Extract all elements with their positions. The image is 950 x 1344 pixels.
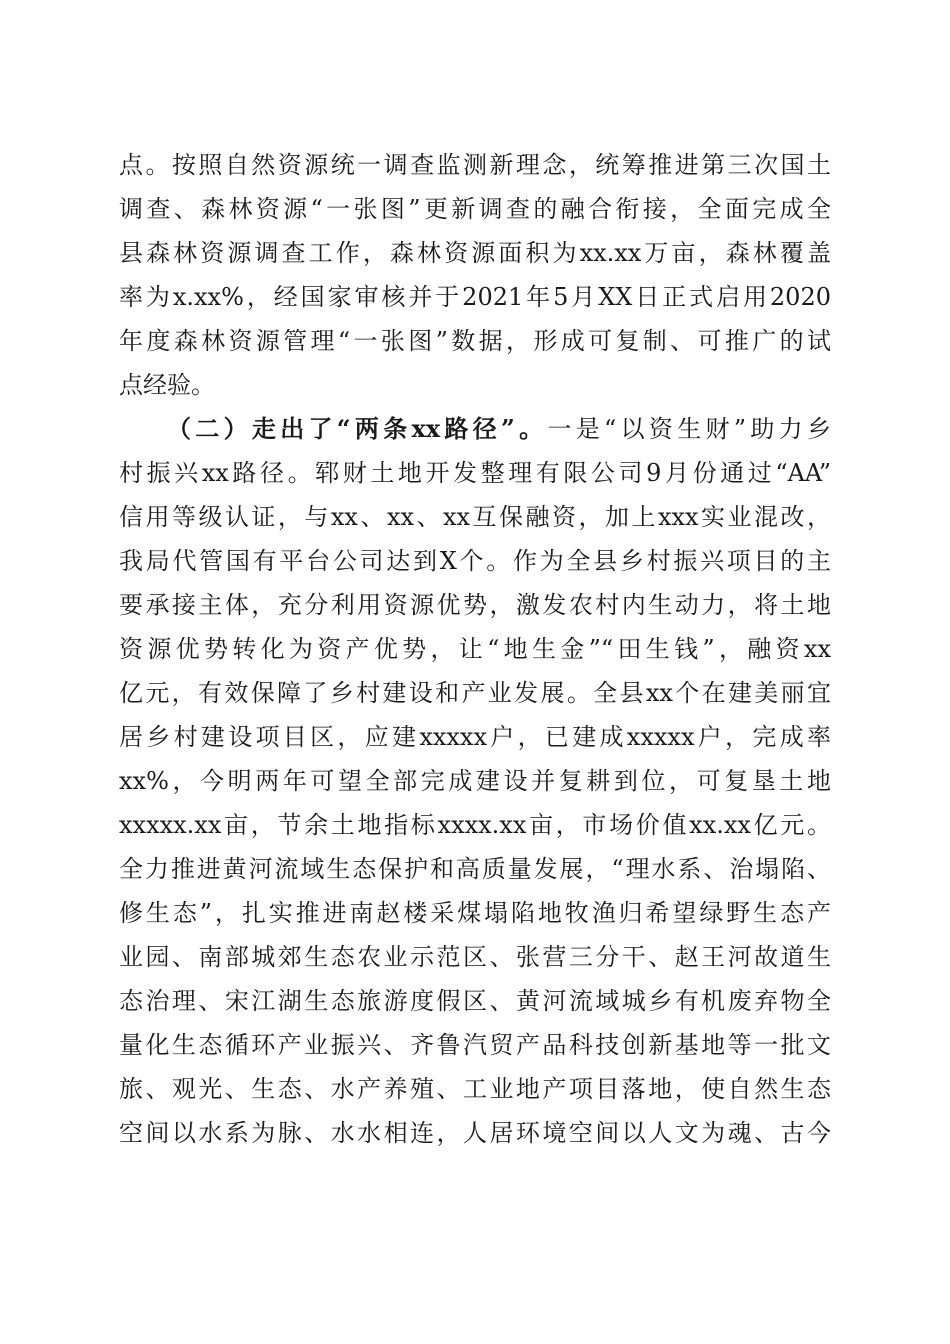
text-line: 空间以水系为脉、水水相连，人居环境空间以人文为魂、古今 <box>119 1119 831 1147</box>
text-line: 信用等级认证，与xx、xx、xx互保融资，加上xxx实业混改， <box>119 503 831 531</box>
text-line: 点经验。 <box>119 371 215 399</box>
body-text <box>119 143 831 1155</box>
text-line: 态治理、宋江湖生态旅游度假区、黄河流域城乡有机废弃物全 <box>119 987 831 1015</box>
text-line: xx%，今明两年可望全部完成建设并复耕到位，可复垦土地 <box>119 767 831 795</box>
text-line: 量化生态循环产业振兴、齐鲁汽贸产品科技创新基地等一批文 <box>119 1031 831 1059</box>
text-line: 资源优势转化为资产优势，让“地生金”“田生钱”，融资xx <box>119 635 831 663</box>
text-line: 调查、森林资源“一张图”更新调查的融合衔接，全面完成全 <box>119 195 831 223</box>
text-line: 全力推进黄河流域生态保护和高质量发展，“理水系、治塌陷、 <box>119 855 831 883</box>
text-line: 修生态”，扎实推进南赵楼采煤塌陷地牧渔归希望绿野生态产 <box>119 899 831 927</box>
text-line: 业园、南部城郊生态农业示范区、张营三分干、赵王河故道生 <box>119 943 831 971</box>
text-line: 率为x.xx%，经国家审核并于2021年5月XX日正式启用2020 <box>119 283 831 311</box>
text-line: 旅、观光、生态、水产养殖、工业地产项目落地，使自然生态 <box>119 1075 831 1103</box>
text-line: 县森林资源调查工作，森林资源面积为xx.xx万亩，森林覆盖 <box>119 239 831 267</box>
text-line: xxxxx.xx亩，节余土地指标xxxx.xx亩，市场价值xx.xx亿元。 <box>119 811 831 839</box>
text-line: 亿元，有效保障了乡村建设和产业发展。全县xx个在建美丽宜 <box>119 679 831 707</box>
text-span: 一是“以资生财”助力乡 <box>547 415 831 443</box>
section-heading: （二）走出了“两条xx路径”。 <box>167 414 548 443</box>
text-line: 我局代管国有平台公司达到X个。作为全县乡村振兴项目的主 <box>119 547 831 575</box>
text-line: 居乡村建设项目区，应建xxxxx户，已建成xxxxx户，完成率 <box>119 723 831 751</box>
section-heading-line <box>119 407 831 451</box>
text-line: 要承接主体，充分利用资源优势，激发农村内生动力，将土地 <box>119 591 831 619</box>
text-line: 年度森林资源管理“一张图”数据，形成可复制、可推广的试 <box>119 327 831 355</box>
text-line: 村振兴xx路径。郓财土地开发整理有限公司9月份通过“AA” <box>119 459 831 487</box>
text-line: 点。按照自然资源统一调查监测新理念，统筹推进第三次国土 <box>119 151 831 179</box>
